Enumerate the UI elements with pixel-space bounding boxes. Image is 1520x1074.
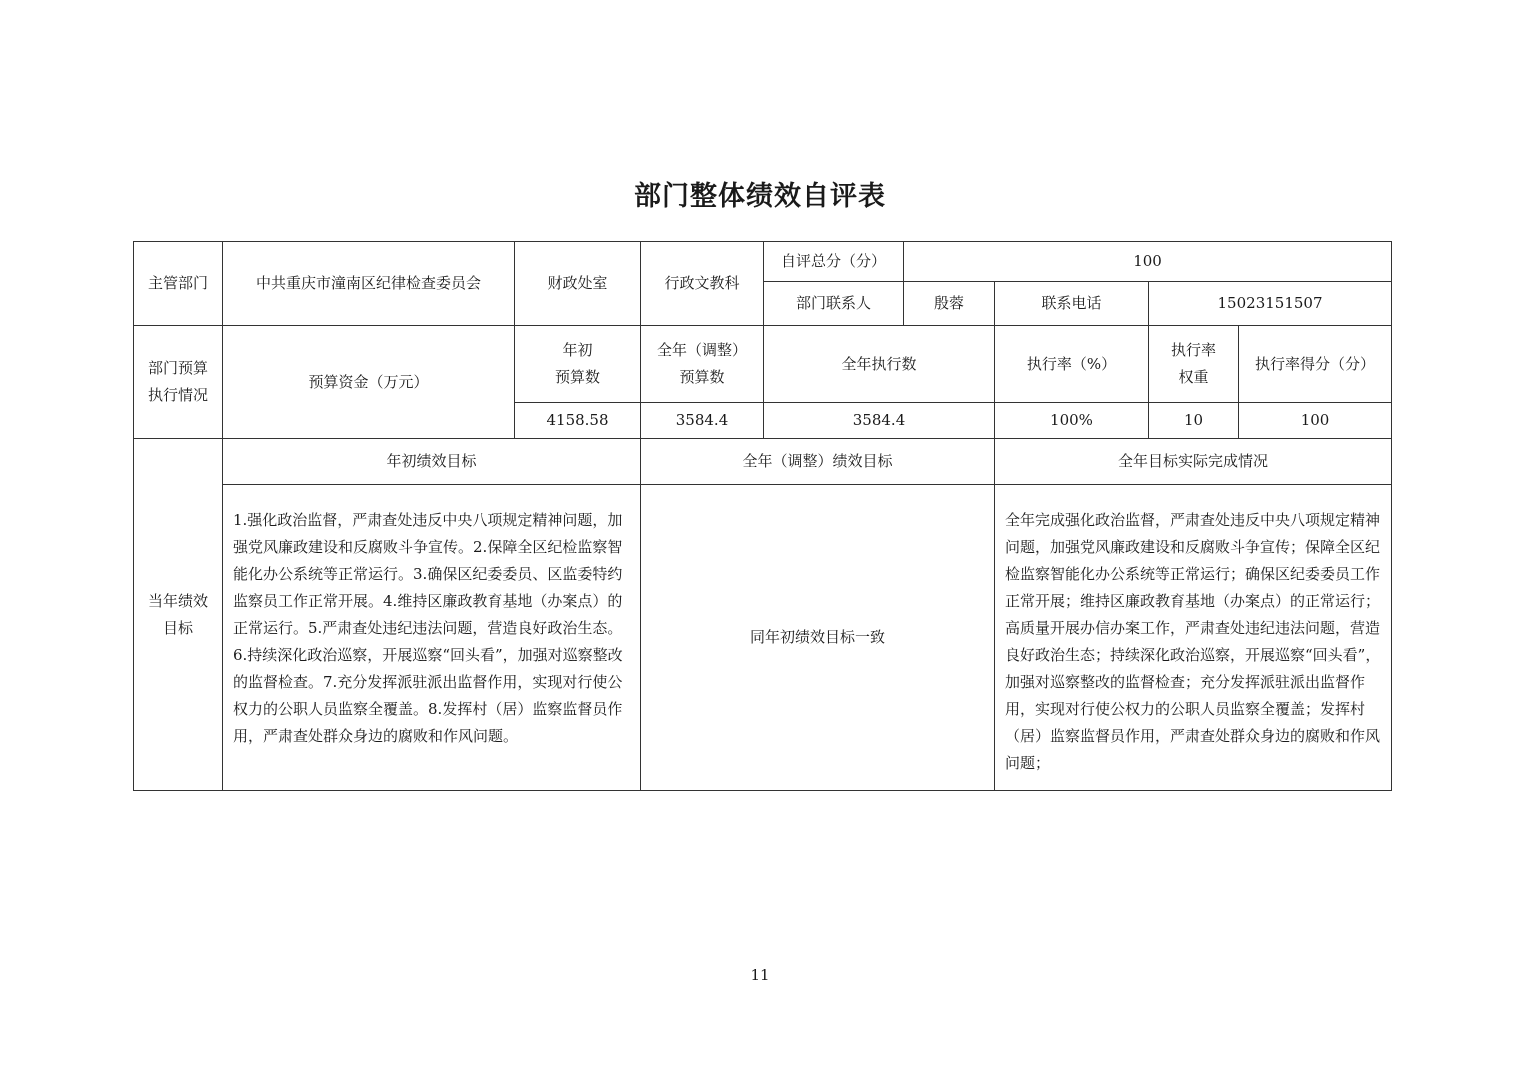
adjusted-budget-header-line-1: 全年（调整） [656, 341, 747, 359]
score-label-cell: 自评总分（分） [764, 242, 904, 282]
goals-section-label-line-2: 目标 [162, 618, 193, 637]
adjusted-budget-header-cell [641, 326, 764, 403]
initial-goals-text-cell: 1.强化政治监督，严肃查处违反中央八项规定精神问题，加强党风廉政建设和反腐败斗争宣传。2.保障全区纪检监察智能化办公系统等正常运行。3.确保区纪委委员、区监委特约监察员工作正常开展。4.维持区廉政教育基地（办案点）的正常运行。5.严肃查处违纪违法问题，营造良好政治生态。6.持续深化政治巡察，开展巡察“回头看”，加强对巡察整改的监督检查。7.充分发挥派驻派出监督作用，实现对行使公权力的公职人员监察全覆盖。8.发挥村（居）监察监督员作用，严肃查处群众身边的腐败和作风问题。 [223, 485, 641, 791]
rate-weight-header-line-2: 权重 [1178, 368, 1209, 386]
goals-content-row [134, 485, 1392, 791]
dept-label-cell: 主管部门 [134, 242, 223, 326]
finance-office-label-cell: 财政处室 [515, 242, 641, 326]
adjusted-goals-header-cell: 全年（调整）绩效目标 [641, 439, 995, 485]
budget-header-row [134, 326, 1392, 403]
page-title: 部门整体绩效自评表 [634, 181, 886, 212]
rate-weight-header-cell [1149, 326, 1239, 403]
actual-completion-text-cell: 全年完成强化政治监督，严肃查处违反中央八项规定精神问题，加强党风廉政建设和反腐败斗争宣传；保障全区纪检监察智能化办公系统等正常运行；确保区纪委委员工作正常开展；维持区廉政教育基地（办案点）的正常运行；高质量开展办信办案工作，严肃查处违纪违法问题，营造良好政治生态；持续深化政治巡察，开展巡察“回头看”，加强对巡察整改的监督检查；充分发挥派驻派出监督作用，实现对行使公权力的公职人员监察全覆盖；发挥村（居）监察监督员作用，严肃查处群众身边的腐败和作风问题； [995, 485, 1392, 791]
execution-rate-value-cell: 100% [995, 403, 1149, 439]
adjusted-budget-header-line-2: 预算数 [679, 368, 725, 386]
budget-section-label-cell [134, 326, 223, 439]
rate-weight-value-cell: 10 [1149, 403, 1239, 439]
budget-section-label-line-1: 部门预算 [147, 359, 208, 377]
initial-budget-header-cell [515, 326, 641, 403]
executed-value-cell: 3584.4 [764, 403, 995, 439]
executed-header-cell: 全年执行数 [764, 326, 995, 403]
rate-score-header-cell: 执行率得分（分） [1239, 326, 1392, 403]
adjusted-goals-text-cell: 同年初绩效目标一致 [641, 485, 995, 791]
rate-weight-header-line-1: 执行率 [1170, 341, 1216, 359]
budget-funds-label-cell: 预算资金（万元） [223, 326, 515, 439]
rate-score-value-cell: 100 [1239, 403, 1392, 439]
goals-header-row [134, 439, 1392, 485]
finance-section-cell: 行政文教科 [641, 242, 764, 326]
initial-budget-header-line-2: 预算数 [554, 368, 600, 386]
dept-name-cell: 中共重庆市潼南区纪律检查委员会 [223, 242, 515, 326]
initial-goals-header-cell: 年初绩效目标 [223, 439, 641, 485]
header-row-1 [134, 242, 1392, 282]
performance-evaluation-table [133, 241, 1392, 791]
adjusted-budget-value-cell: 3584.4 [641, 403, 764, 439]
phone-value-cell: 15023151507 [1149, 282, 1392, 326]
initial-budget-header-line-1: 年初 [562, 341, 593, 359]
contact-label-cell: 部门联系人 [764, 282, 904, 326]
actual-completion-header-cell: 全年目标实际完成情况 [995, 439, 1392, 485]
goals-section-label-cell [134, 439, 223, 791]
initial-budget-value-cell: 4158.58 [515, 403, 641, 439]
page-number: 11 [750, 966, 770, 984]
execution-rate-header-cell: 执行率（%） [995, 326, 1149, 403]
score-value-cell: 100 [904, 242, 1392, 282]
phone-label-cell: 联系电话 [995, 282, 1149, 326]
budget-section-label-line-2: 执行情况 [147, 386, 208, 404]
contact-name-cell: 殷蓉 [904, 282, 995, 326]
goals-section-label-line-1: 当年绩效 [147, 591, 208, 610]
